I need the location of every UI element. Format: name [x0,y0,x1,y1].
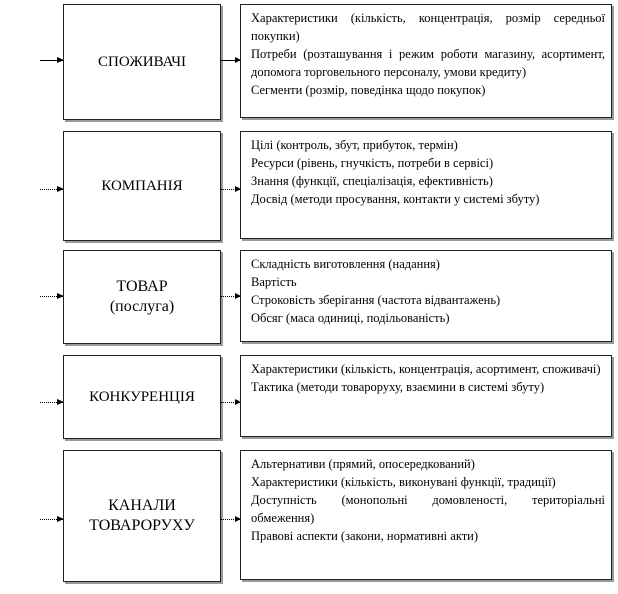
details-box-product [240,250,612,342]
detail-line: Доступність (монопольні домовленості, територіальні обмеження) [251,493,605,525]
input-arrow [40,60,63,61]
category-box-distribution [63,450,221,582]
detail-line: Характеристики (кількість, концентрація, розмір середньої покупки) [251,11,605,43]
detail-line: Знання (функції, спеціалізація, ефективність) [251,174,493,188]
connector-arrow [220,519,240,520]
detail-line: Сегменти (розмір, поведінка щодо покупок) [251,83,486,97]
detail-line: Характеристики (кількість, концентрація, асортимент, споживачі) [251,362,601,376]
connector-arrow [220,60,240,61]
category-title: КАНАЛИ ТОВАРОРУХУ [89,497,195,534]
detail-line: Ресурси (рівень, гнучкість, потреби в сервісі) [251,156,494,170]
detail-line: Характеристики (кількість, виконувані функції, традиції) [251,475,556,489]
connector-arrow [220,402,240,403]
input-arrow [40,296,63,297]
category-title: КОНКУРЕНЦІЯ [89,388,195,405]
category-title: СПОЖИВАЧІ [98,53,186,70]
connector-arrow [220,296,240,297]
category-box-consumers [63,4,221,120]
category-box-product [63,250,221,344]
input-arrow [40,519,63,520]
details-box-consumers [240,4,612,118]
input-arrow [40,189,63,190]
detail-line: Тактика (методи товароруху, взаємини в системі збуту) [251,380,545,394]
detail-line: Альтернативи (прямий, опосередкований) [251,457,475,471]
detail-line: Обсяг (маса одиниці, подільованість) [251,311,450,325]
category-box-company [63,131,221,241]
details-box-company [240,131,612,239]
detail-line: Строковість зберігання (частота відвантажень) [251,293,501,307]
detail-line: Досвід (методи просування, контакти у системі збуту) [251,192,540,206]
detail-line: Складність виготовлення (надання) [251,257,440,271]
category-box-competition [63,355,221,439]
detail-line: Потреби (розташування і режим роботи магазину, асортимент, допомога торговельного персоналу, умови кредиту) [251,47,605,79]
detail-line: Вартість [251,275,297,289]
details-box-distribution [240,450,612,580]
connector-arrow [220,189,240,190]
detail-line: Цілі (контроль, збут, прибуток, термін) [251,138,458,152]
detail-line: Правові аспекти (закони, нормативні акти) [251,529,479,543]
details-box-competition [240,355,612,437]
category-title: ТОВАР (послуга) [109,278,175,315]
category-title: КОМПАНІЯ [101,177,183,194]
input-arrow [40,402,63,403]
